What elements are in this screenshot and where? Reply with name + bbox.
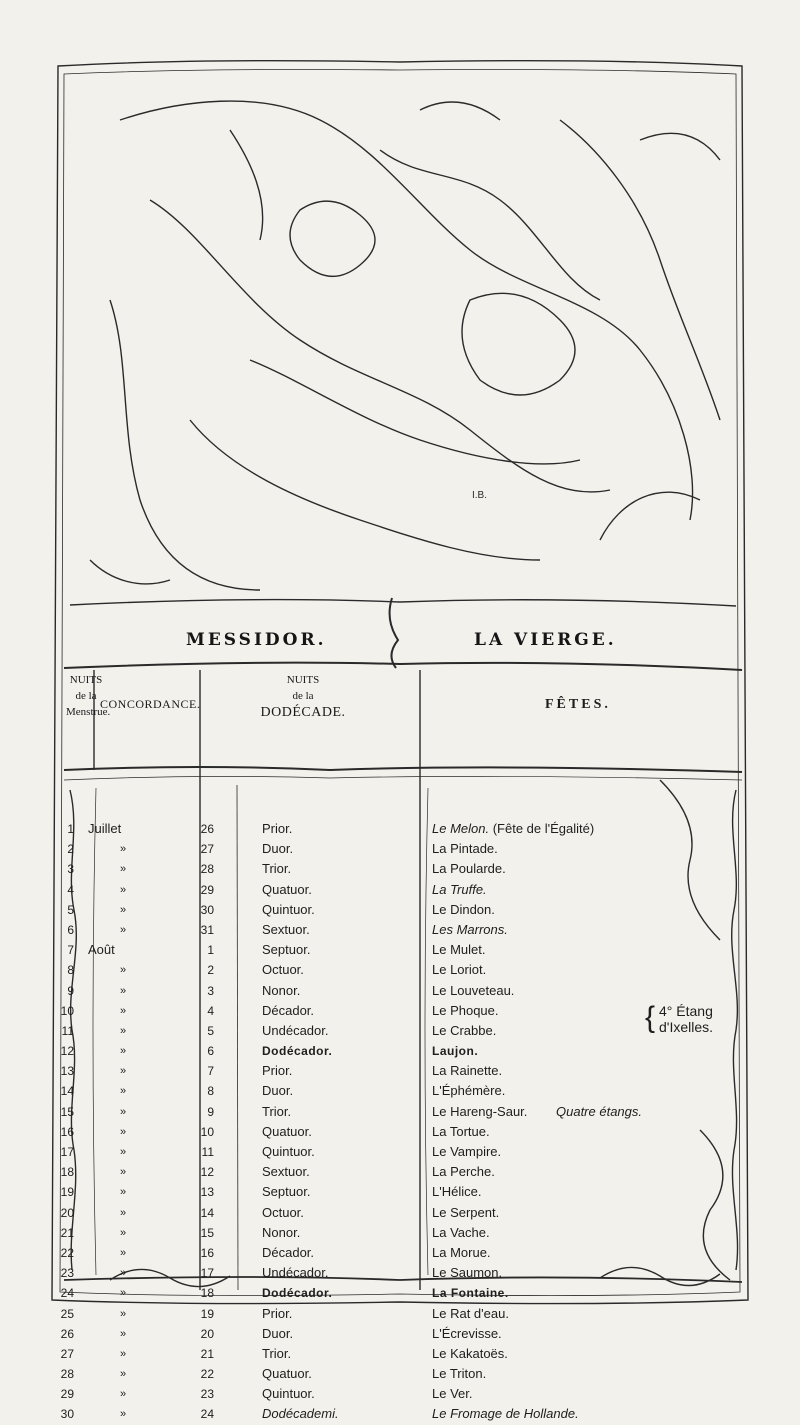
table-row (0, 1102, 800, 1122)
dodecade-night-name: Prior. (262, 1063, 293, 1079)
menstrue-night-number: 3 (67, 862, 74, 877)
concordance-month: » (119, 863, 127, 876)
dodecade-night-name: Dodécador. (262, 1044, 333, 1059)
fete-side-note: Quatre étangs. (556, 1103, 642, 1119)
concordance-date: 2 (207, 963, 214, 978)
concordance-date: 30 (200, 902, 214, 917)
fete-name (432, 819, 594, 839)
menstrue-night-number: 21 (60, 1225, 74, 1240)
fete-name: La Perche. (432, 1164, 495, 1180)
dodecade-night-name: Sextuor. (262, 1164, 310, 1180)
concordance-month: » (119, 1267, 127, 1280)
concordance-date: 20 (200, 1326, 214, 1341)
table-row (0, 1203, 800, 1223)
dodecade-night-name: Dodécademi. (262, 1406, 339, 1422)
menstrue-night-number: 11 (61, 1023, 74, 1038)
fete-name-italic-part: Le Melon. (432, 821, 493, 836)
table-row (0, 1263, 800, 1283)
table-row (0, 1182, 800, 1202)
table-row (0, 1162, 800, 1182)
dodecade-night-name: Duor. (262, 1325, 294, 1341)
menstrue-night-number: 19 (60, 1185, 74, 1200)
concordance-date: 17 (200, 1266, 214, 1281)
fete-name: Le Kakatoës. (432, 1345, 508, 1361)
fete-name: Le Dindon. (432, 901, 495, 917)
fete-name: L'Écrevisse. (432, 1325, 502, 1341)
menstrue-night-number: 1 (67, 822, 74, 836)
fete-name: Le Louveteau. (432, 982, 515, 998)
table-row (0, 1223, 800, 1243)
menstrue-night-number: 8 (67, 963, 74, 978)
etang-note (645, 1001, 714, 1035)
concordance-month: » (119, 1166, 127, 1179)
menstrue-night-number: 9 (67, 983, 74, 998)
table-row (0, 1404, 800, 1424)
menstrue-night-number: 2 (67, 842, 74, 857)
concordance-date: 19 (200, 1306, 214, 1321)
concordance-date: 28 (200, 862, 214, 877)
concordance-date: 26 (200, 822, 214, 836)
fete-name: Le Ver. (432, 1386, 473, 1402)
fete-name: La Pintade. (432, 841, 498, 857)
concordance-date: 6 (207, 1044, 214, 1059)
fete-name: Le Triton. (432, 1366, 487, 1382)
fete-name: La Fontaine. (432, 1286, 509, 1301)
menstrue-night-number: 25 (60, 1306, 74, 1321)
header-nuits-dodecade-small: NUITS (286, 674, 320, 686)
table-row (0, 1122, 800, 1142)
concordance-month: » (119, 1004, 127, 1017)
menstrue-night-number: 27 (60, 1346, 74, 1361)
concordance-month: » (119, 903, 127, 916)
concordance-date: 5 (207, 1023, 214, 1038)
fete-name: L'Hélice. (432, 1184, 482, 1200)
dodecade-night-name: Undécador. (262, 1265, 329, 1281)
concordance-date: 13 (200, 1185, 214, 1200)
table-row (0, 960, 800, 980)
concordance-month: » (119, 1105, 127, 1118)
concordance-date: 4 (207, 1003, 214, 1018)
concordance-month: » (119, 1024, 127, 1037)
table-row (0, 819, 800, 839)
dodecade-night-name: Quatuor. (262, 881, 312, 897)
table-row (0, 981, 800, 1001)
concordance-date: 12 (200, 1165, 214, 1180)
etang-note-line2: d'Ixelles. (659, 1019, 714, 1035)
concordance-month: » (119, 1085, 127, 1098)
dodecade-night-name: Octuor. (262, 962, 304, 978)
concordance-month: » (119, 984, 127, 997)
dodecade-night-name: Septuor. (262, 1184, 311, 1200)
dodecade-night-name: Décador. (262, 1002, 315, 1018)
banner-title-left: MESSIDOR. (186, 630, 327, 650)
concordance-month: » (119, 1125, 127, 1138)
concordance-month: » (119, 1226, 127, 1239)
fete-name: Le Hareng-Saur. (432, 1103, 528, 1119)
concordance-month: » (119, 1146, 127, 1158)
header-nuits-dodecade-line2: de la (292, 690, 314, 702)
concordance-month: » (119, 1368, 127, 1381)
dodecade-night-name: Trior. (262, 1345, 292, 1361)
menstrue-night-number: 13 (60, 1064, 74, 1079)
table-row (0, 1283, 800, 1303)
concordance-month: Août (88, 942, 115, 958)
svg-text:I.B.: I.B. (472, 490, 488, 501)
table-row (0, 1142, 800, 1162)
menstrue-night-number: 28 (60, 1367, 74, 1382)
dodecade-night-name: Undécador. (262, 1022, 329, 1038)
menstrue-night-number: 23 (60, 1266, 74, 1281)
fete-name: Le Mulet. (432, 942, 486, 958)
fete-name: Laujon. (432, 1044, 479, 1059)
header-nuits-dodecade (238, 672, 368, 722)
concordance-month: » (119, 1347, 127, 1360)
concordance-month: » (119, 1327, 127, 1340)
table-row (0, 940, 800, 960)
concordance-date: 24 (200, 1407, 214, 1422)
table-row (0, 1344, 800, 1364)
header-nuits-dodecade-big: DODÉCADE. (260, 705, 346, 720)
fete-name: Le Loriot. (432, 962, 487, 978)
fete-name: La Rainette. (432, 1063, 503, 1079)
table-row (0, 1081, 800, 1101)
dodecade-night-name: Quatuor. (262, 1366, 312, 1382)
concordance-date: 1 (207, 943, 214, 958)
etang-note-line1: 4° Étang (659, 1003, 713, 1019)
dodecade-night-name: Nonor. (262, 1224, 301, 1240)
menstrue-night-number: 26 (60, 1326, 74, 1341)
concordance-month: » (119, 1065, 127, 1078)
brace-symbol: { (645, 1001, 656, 1034)
fete-name: Le Serpent. (432, 1204, 500, 1220)
concordance-month: » (119, 1287, 127, 1300)
concordance-date: 14 (200, 1205, 214, 1220)
dodecade-night-name: Sextuor. (262, 921, 310, 937)
table-row (0, 900, 800, 920)
table-row (0, 880, 800, 900)
header-nuits-menstrue-line2: de la (75, 690, 97, 702)
banner-title-right: LA VIERGE. (474, 630, 617, 650)
concordance-date: 8 (207, 1084, 214, 1099)
concordance-month: » (119, 1307, 127, 1320)
fete-name: La Morue. (432, 1244, 491, 1260)
dodecade-night-name: Quatuor. (262, 1123, 312, 1139)
menstrue-night-number: 17 (60, 1145, 74, 1159)
concordance-date: 23 (200, 1387, 214, 1402)
table-row (0, 839, 800, 859)
concordance-date: 29 (200, 882, 214, 897)
concordance-month: » (119, 883, 127, 896)
fete-name: La Tortue. (432, 1123, 490, 1139)
dodecade-night-name: Nonor. (262, 982, 301, 998)
concordance-month: » (119, 1246, 127, 1259)
fete-name-remainder: (Fête de l'Égalité) (492, 821, 595, 836)
concordance-date: 11 (201, 1145, 214, 1159)
header-nuits-menstrue-big: Menstrue. (66, 706, 111, 718)
dodecade-night-name: Quintuor. (262, 1144, 315, 1159)
fete-name: Le Fromage de Hollande. (432, 1406, 579, 1422)
table-row (0, 1304, 800, 1324)
table-row (0, 859, 800, 879)
dodecade-night-name: Prior. (262, 1305, 293, 1321)
table-row (0, 1384, 800, 1404)
concordance-date: 27 (200, 842, 214, 857)
fete-name: La Truffe. (432, 881, 487, 897)
concordance-date: 18 (200, 1286, 214, 1301)
fete-name: Le Rat d'eau. (432, 1305, 509, 1321)
menstrue-night-number: 10 (60, 1003, 74, 1018)
concordance-month: » (119, 1408, 127, 1421)
menstrue-night-number: 7 (67, 943, 74, 958)
fete-name: La Vache. (432, 1224, 490, 1240)
concordance-month: » (119, 1186, 127, 1199)
concordance-date: 9 (207, 1104, 214, 1119)
menstrue-night-number: 18 (60, 1165, 74, 1180)
header-fetes: FÊTES. (545, 697, 611, 712)
fete-name: Le Phoque. (432, 1002, 499, 1018)
dodecade-night-name: Quintuor. (262, 1386, 315, 1402)
menstrue-night-number: 29 (60, 1387, 74, 1402)
concordance-date: 22 (200, 1367, 214, 1382)
concordance-date: 16 (200, 1245, 214, 1260)
menstrue-night-number: 20 (60, 1205, 74, 1220)
calendar-table (0, 819, 800, 1425)
concordance-month: » (119, 923, 127, 936)
menstrue-night-number: 6 (67, 922, 74, 937)
concordance-month: » (119, 1045, 127, 1058)
concordance-month: » (119, 843, 127, 856)
dodecade-night-name: Septuor. (262, 942, 311, 958)
table-row (0, 920, 800, 940)
concordance-date: 31 (200, 922, 214, 937)
concordance-date: 15 (200, 1225, 214, 1240)
dodecade-night-name: Trior. (262, 1103, 292, 1119)
dodecade-night-name: Dodécador. (262, 1286, 333, 1301)
table-row (0, 1324, 800, 1344)
menstrue-night-number: 30 (60, 1407, 74, 1422)
menstrue-night-number: 24 (60, 1286, 74, 1301)
table-row (0, 1061, 800, 1081)
menstrue-night-number: 5 (67, 902, 74, 917)
menstrue-night-number: 14 (60, 1084, 74, 1099)
menstrue-night-number: 4 (67, 882, 74, 897)
table-row (0, 1041, 800, 1061)
menstrue-night-number: 16 (60, 1124, 74, 1139)
menstrue-night-number: 12 (60, 1044, 74, 1059)
concordance-date: 21 (200, 1346, 214, 1361)
fete-name: Le Crabbe. (432, 1022, 497, 1038)
dodecade-night-name: Duor. (262, 1083, 294, 1099)
dodecade-night-name: Quintuor. (262, 901, 315, 917)
dodecade-night-name: Duor. (262, 841, 294, 857)
header-concordance-label: CONCORDANCE. (100, 697, 201, 711)
dodecade-night-name: Trior. (262, 861, 292, 877)
fete-name: Les Marrons. (432, 921, 508, 937)
fete-name: La Poularde. (432, 861, 506, 877)
table-row (0, 1243, 800, 1263)
table-row (0, 1364, 800, 1384)
concordance-date: 3 (207, 983, 214, 998)
concordance-month: » (119, 1388, 127, 1401)
concordance-date: 10 (200, 1124, 214, 1139)
header-nuits-menstrue-small: NUITS (69, 674, 103, 686)
concordance-month: Juillet (88, 821, 122, 836)
concordance-date: 7 (207, 1064, 214, 1079)
concordance-month: » (119, 1206, 127, 1219)
menstrue-night-number: 15 (60, 1104, 74, 1119)
dodecade-night-name: Octuor. (262, 1204, 304, 1220)
fete-name: L'Éphémère. (432, 1083, 506, 1099)
dodecade-night-name: Décador. (262, 1244, 315, 1260)
dodecade-night-name: Prior. (262, 821, 293, 836)
concordance-month: » (119, 964, 127, 977)
fete-name: Le Vampire. (432, 1144, 502, 1159)
header-concordance (100, 695, 200, 713)
menstrue-night-number: 22 (60, 1245, 74, 1260)
fete-name: Le Saumon. (432, 1265, 503, 1281)
